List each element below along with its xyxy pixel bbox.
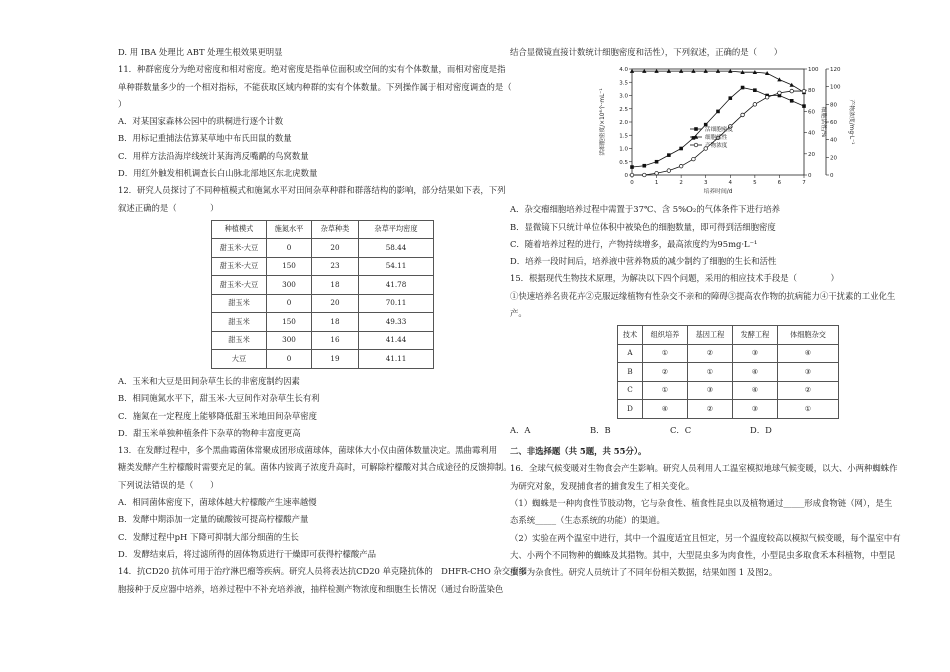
- data-point-square: [655, 160, 659, 164]
- table-row: [212, 350, 434, 369]
- q15-answers: [510, 422, 890, 439]
- question-12: [118, 182, 506, 442]
- q15-stem: 15．根据现代生物技术原理，为解决以下四个问题，采用的相应技术手段是（ ）: [510, 273, 839, 284]
- table-row: [212, 276, 434, 295]
- y-right2-tick-label: 100: [830, 84, 841, 91]
- x-axis-label: 培养时间/d: [703, 189, 733, 196]
- q13-option-d: D．发酵结束后，将过滤所得的固体物质进行干燥即可获得柠檬酸产品: [118, 548, 376, 559]
- table-cell: 甜玉米-大豆: [212, 276, 267, 295]
- q12-stem-2: 叙述正确的是（ ）: [118, 202, 219, 213]
- table-cell: ④: [733, 363, 778, 382]
- y-left-tick-label: 1.5: [619, 133, 628, 140]
- table-header-cell: 杂草种类: [312, 220, 359, 239]
- data-point-square: [790, 99, 794, 103]
- table-cell: ③: [733, 400, 778, 419]
- q11-option-d: D．用红外触发相机调查长白山脉北部地区东北虎数量: [118, 168, 318, 179]
- table-header-cell: 施氮水平: [267, 220, 312, 239]
- y-right2-tick-label: 0: [830, 173, 834, 180]
- data-point-triangle: [790, 83, 794, 87]
- q12-option-b: B．相同施氮水平下，甜玉米-大豆间作对杂草生长有利: [118, 393, 320, 404]
- table-cell: ④: [778, 344, 839, 363]
- data-point-circle: [679, 165, 683, 169]
- q16-part2-line3: 虫多为杂食性。研究人员统计了不同年份相关数据，结果如图 1 及图2。: [510, 567, 778, 578]
- table-cell: 150: [267, 257, 312, 276]
- question-16: [510, 460, 901, 581]
- q11-option-b: B．用标记重捕法估算某草地中布氏田鼠的数量: [118, 133, 292, 144]
- table-row: [212, 239, 434, 258]
- legend-label: 活细胞密度: [705, 127, 733, 134]
- legend-marker: [694, 143, 698, 147]
- table-row: [618, 400, 839, 419]
- x-tick-label: 0: [630, 180, 634, 187]
- legend-label: 细胞活性: [705, 135, 728, 142]
- table-cell: ②: [643, 363, 688, 382]
- cell-growth-chart: [594, 63, 874, 201]
- q11-option-c: C．用样方法沿海岸线统计某海湾反嘴鹬的鸟窝数量: [118, 150, 309, 161]
- q13-option-b: B．发酵中期添加一定量的硫酸铵可提高柠檬酸产量: [118, 514, 309, 525]
- table-row: [212, 331, 434, 350]
- y-right2-tick-label: 60: [830, 120, 837, 127]
- table-header-cell: 技术: [618, 326, 643, 345]
- data-point-circle: [778, 91, 782, 95]
- q13-option-a: A．相同菌体密度下，菌球体越大柠檬酸产生速率越慢: [118, 497, 317, 508]
- x-tick-label: 3: [703, 180, 708, 187]
- data-point-circle: [741, 113, 745, 117]
- q13-stem-2: 糖类发酵产生柠檬酸时需要充足的氧。菌体内铵离子浓度升高时，可解除柠檬酸对其合成途径的反馈抑制。: [118, 462, 512, 473]
- data-point-square: [679, 147, 683, 151]
- x-tick-label: 2: [679, 180, 683, 187]
- q14-option-d: D．培养一段时间后，培养液中营养物质的减少制约了细胞的生长和活性: [510, 256, 777, 267]
- q11-stem-2: 单种群数量多少的一个相对指标，不能获取区域内种群的实有个体数量。下列操作属于相对密度调查的是（: [118, 81, 512, 92]
- q11-stem-1: 11．种群密度分为绝对密度和相对密度。绝对密度是指单位面积或空间的实有个体数量，而相对密度是指: [118, 64, 506, 75]
- data-point-circle: [655, 172, 659, 176]
- table-header-row: [618, 326, 839, 345]
- data-point-square: [753, 89, 757, 93]
- x-tick-label: 5: [753, 180, 757, 187]
- q15-problems-2: 产。: [510, 308, 527, 319]
- y-left-tick-label: 0: [624, 173, 628, 180]
- table-cell: 甜玉米: [212, 331, 267, 350]
- table-row: [212, 294, 434, 313]
- q14-option-a: A．杂交瘤细胞培养过程中需置于37℃、含 5%O₂的气体条件下进行培养: [510, 204, 780, 215]
- right-column: [510, 44, 901, 582]
- data-point-square: [667, 154, 671, 158]
- data-point-square: [704, 123, 708, 127]
- table-cell: 58.44: [359, 239, 434, 258]
- table-cell: A: [618, 344, 643, 363]
- question-15: [510, 270, 896, 439]
- table-cell: 41.11: [359, 350, 434, 369]
- y-right1-axis-label: 细胞活性/%: [820, 106, 826, 138]
- table-cell: 甜玉米: [212, 313, 267, 332]
- y-right2-tick-label: 40: [830, 137, 837, 144]
- section-heading: 二、非选择题（共 5题，共 55分）。: [510, 446, 647, 457]
- legend-marker: [694, 127, 698, 131]
- series-line-triangle: [632, 71, 804, 92]
- y-right1-tick-label: 100: [808, 67, 819, 74]
- table-cell: 甜玉米-大豆: [212, 239, 267, 258]
- q16-part1-line1: （1）蜘蛛是一种肉食性节肢动物，它与杂食性、植食性昆虫以及植物通过_____形成食物链（网），是生: [510, 498, 893, 509]
- table-header-cell: 基因工程: [688, 326, 733, 345]
- table-cell: 70.11: [359, 294, 434, 313]
- table-cell: 18: [312, 276, 359, 295]
- table-cell: 19: [312, 350, 359, 369]
- table-header-row: [212, 220, 434, 239]
- y-left-tick-label: 4.0: [619, 67, 628, 74]
- q14-chart-container: [510, 63, 890, 201]
- table-cell: ③: [778, 363, 839, 382]
- table-cell: 49.33: [359, 313, 434, 332]
- data-point-triangle: [777, 78, 781, 82]
- q16-part2-line2: 大、小两个不同物种的蜘蛛及其猎物。其中，大型昆虫多为肉食性，小型昆虫多取食禾本科植物，中型昆: [510, 549, 896, 560]
- data-point-square: [728, 97, 732, 101]
- data-point-circle: [765, 96, 769, 100]
- table-row: [212, 313, 434, 332]
- q15-answer-b: B．B: [590, 424, 611, 435]
- data-point-circle: [753, 103, 757, 107]
- table-cell: 0: [267, 239, 312, 258]
- data-point-square: [642, 164, 646, 168]
- table-cell: 甜玉米: [212, 294, 267, 313]
- data-point-circle: [790, 90, 794, 94]
- table-cell: ②: [778, 381, 839, 400]
- legend-label: 产物浓度: [705, 143, 728, 150]
- x-tick-label: 1: [654, 180, 659, 187]
- table-cell: 150: [267, 313, 312, 332]
- y-left-tick-label: 0.5: [619, 160, 628, 167]
- table-cell: ①: [643, 381, 688, 400]
- q10-option-d: D. 用 IBA 处理比 ABT 处理生根效果更明显: [118, 47, 283, 57]
- table-cell: 20: [312, 294, 359, 313]
- table-header-cell: 体细胞杂交: [778, 326, 839, 345]
- data-point-circle: [802, 90, 806, 94]
- q15-answer-c: C．C: [670, 424, 692, 435]
- table-row: [618, 344, 839, 363]
- y-right2-tick-label: 120: [830, 67, 841, 74]
- table-cell: 300: [267, 276, 312, 295]
- table-header-cell: 组织培养: [643, 326, 688, 345]
- table-cell: ①: [643, 344, 688, 363]
- y-left-tick-label: 3.0: [619, 93, 628, 100]
- q16-part2-line1: （2）实验在两个温室中进行，其中一个温度适宜且恒定，另一个温度较高以模拟气候变暖，每个温室中有: [510, 532, 901, 543]
- table-cell: 大豆: [212, 350, 267, 369]
- y-right2-tick-label: 80: [830, 102, 837, 109]
- y-left-axis-label: 活细胞密度/×10⁶个·mL⁻¹: [600, 88, 606, 156]
- q16-stem-2: 为研究对象，发现捕食者的捕食发生了相关变化。: [510, 480, 695, 491]
- table-cell: 54.11: [359, 257, 434, 276]
- table-cell: 300: [267, 331, 312, 350]
- q16-stem-1: 16．全球气候变暖对生物食会产生影响。研究人员利用人工温室模拟地球气候变暖，以大、小两种蜘蛛作: [510, 463, 898, 474]
- table-cell: 41.78: [359, 276, 434, 295]
- y-right1-tick-label: 60: [808, 109, 815, 116]
- q12-table: [211, 220, 434, 369]
- table-cell: 16: [312, 331, 359, 350]
- question-11: [118, 61, 512, 182]
- data-point-circle: [642, 173, 646, 177]
- y-right1-tick-label: 40: [808, 130, 815, 137]
- table-cell: B: [618, 363, 643, 382]
- question-13: [118, 442, 512, 563]
- y-left-tick-label: 2.5: [619, 107, 628, 114]
- x-tick-label: 7: [802, 180, 806, 187]
- table-cell: D: [618, 400, 643, 419]
- q15-table: [617, 325, 839, 419]
- table-cell: ④: [643, 400, 688, 419]
- q12-option-c: C．施氮在一定程度上能够降低甜玉米地田间杂草密度: [118, 410, 318, 421]
- table-header-cell: 发酵工程: [733, 326, 778, 345]
- q11-option-a: A．对某国家森林公园中的珙桐进行逐个计数: [118, 116, 284, 127]
- q12-stem-1: 12．研究人员探讨了不同种植模式和施氮水平对田间杂草种群和群落结构的影响，部分结果如下表，下列: [118, 185, 506, 196]
- y-right1-tick-label: 20: [808, 152, 815, 159]
- y-left-tick-label: 2.0: [619, 120, 628, 127]
- data-point-square: [802, 105, 806, 109]
- table-cell: ④: [733, 381, 778, 400]
- q14-stem-continued: 结合显微镜直接计数统计细胞密度和活性），下列叙述，正确的是（ ）: [510, 47, 783, 57]
- q11-stem-3: ）: [118, 98, 127, 109]
- data-point-square: [630, 166, 634, 170]
- data-point-square: [741, 86, 745, 90]
- table-cell: 41.44: [359, 331, 434, 350]
- y-right1-tick-label: 0: [808, 173, 812, 180]
- table-cell: 0: [267, 294, 312, 313]
- table-header-cell: 种植模式: [212, 220, 267, 239]
- table-row: [618, 363, 839, 382]
- plot-frame: [632, 69, 804, 175]
- q14-stem-1: 14．抗CD20 抗体可用于治疗淋巴瘤等疾病。研究人员将表达抗CD20 单克隆抗体的 DHFR-CHO 杂交瘤细: [118, 566, 527, 577]
- table-header-cell: 杂草平均密度: [359, 220, 434, 239]
- q13-stem-1: 13．在发酵过程中，多个黑曲霉菌体常聚成团形成菌球体，菌球体大小仅由菌体数量决定。黑曲霉利用: [118, 445, 498, 456]
- q15-answer-d: D．D: [750, 424, 772, 435]
- table-cell: ①: [688, 363, 733, 382]
- table-cell: 18: [312, 313, 359, 332]
- q14-option-b: B．显微镜下只统计单位体积中被染色的细胞数量，即可得到活细胞密度: [510, 221, 776, 232]
- x-tick-label: 4: [728, 180, 733, 187]
- table-row: [618, 381, 839, 400]
- table-cell: C: [618, 381, 643, 400]
- y-left-tick-label: 1.0: [619, 146, 628, 153]
- y-left-tick-label: 3.5: [619, 80, 628, 87]
- table-row: [212, 257, 434, 276]
- q13-option-c: C．发酵过程中pH 下降可抑制大部分细菌的生长: [118, 531, 299, 542]
- x-tick-label: 6: [777, 180, 782, 187]
- data-point-square: [716, 110, 720, 114]
- y-right1-tick-label: 80: [808, 88, 815, 95]
- table-cell: 23: [312, 257, 359, 276]
- table-cell: ②: [688, 400, 733, 419]
- q12-option-d: D．甜玉米单独种植条件下杂草的物种丰富度更高: [118, 427, 301, 438]
- q12-option-a: A．玉米和大豆是田间杂草生长的非密度制约因素: [118, 375, 300, 386]
- table-cell: 0: [267, 350, 312, 369]
- data-point-circle: [692, 158, 696, 162]
- data-point-circle: [667, 169, 671, 173]
- data-point-circle: [630, 173, 634, 177]
- table-cell: ②: [688, 344, 733, 363]
- q16-part1-line2: 态系统_____（生态系统的功能）的渠道。: [510, 515, 665, 526]
- table-cell: 甜玉米-大豆: [212, 257, 267, 276]
- y-right2-axis-label: 产物浓度/mg·L⁻¹: [848, 99, 854, 145]
- table-cell: ①: [778, 400, 839, 419]
- q15-problems-1: ①快速培养名贵花卉②克服远缘植物有性杂交不亲和的障碍③提高农作物的抗病能力④干扰素的工业化生: [510, 290, 896, 301]
- q15-answer-a: A．A: [510, 424, 531, 435]
- q14-option-c: C．随着培养过程的进行，产物持续增多，最高浓度约为95mg·L⁻¹: [510, 238, 758, 249]
- table-cell: ③: [733, 344, 778, 363]
- table-cell: ③: [688, 381, 733, 400]
- q13-stem-3: 下列说法错误的是（ ）: [118, 479, 219, 490]
- y-right2-tick-label: 20: [830, 155, 837, 162]
- q14-stem-2: 胞接种于反应器中培养，培养过程中不补充培养液，抽样检测产物浓度和细胞生长情况（通过台盼蓝染色: [118, 583, 504, 594]
- table-cell: 20: [312, 239, 359, 258]
- question-14: [118, 563, 527, 598]
